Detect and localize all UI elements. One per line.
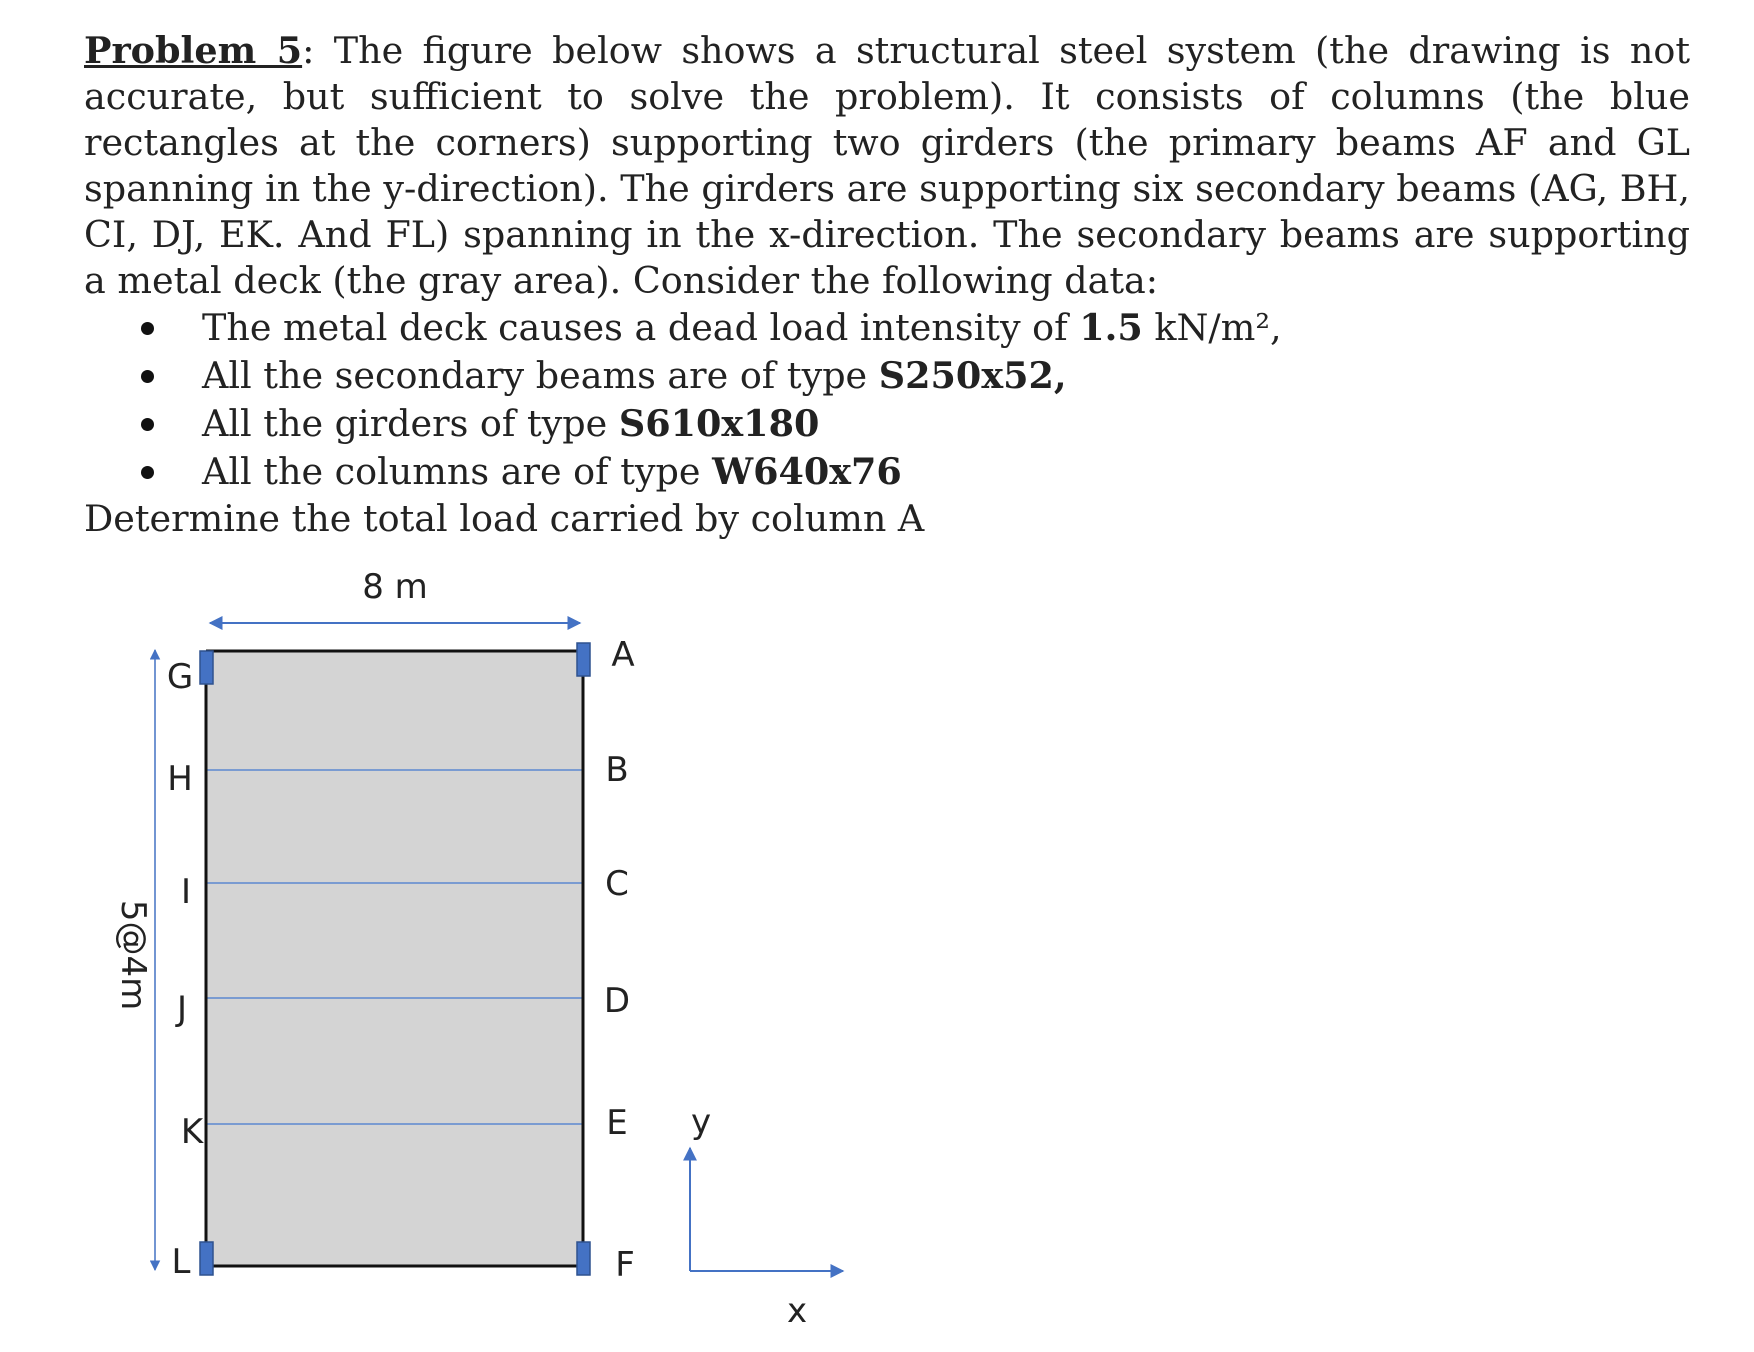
spacing-label: 5@4m: [113, 899, 153, 1011]
data-item-secondary-beams: All the secondary beams are of type S250x52,: [84, 352, 1690, 400]
label-l: L: [171, 1242, 191, 1282]
column-g: [200, 651, 213, 684]
data-item-deck-load: The metal deck causes a dead load intensity of 1.5 kN/m²,: [84, 304, 1690, 352]
column-l: [200, 1242, 213, 1275]
x-axis-label: x: [786, 1291, 808, 1331]
column-a: [577, 643, 590, 676]
label-c: C: [605, 864, 629, 904]
problem-question: Determine the total load carried by column A: [84, 497, 925, 540]
label-b: B: [605, 750, 629, 790]
label-f: F: [615, 1245, 635, 1285]
problem-title: Problem 5: [84, 29, 303, 72]
label-d: D: [603, 981, 631, 1021]
y-axis-label: y: [690, 1102, 712, 1142]
metal-deck: [206, 652, 583, 1266]
width-label: 8 m: [362, 567, 428, 607]
label-k: K: [180, 1112, 204, 1152]
label-g: G: [166, 657, 194, 697]
label-j: J: [176, 989, 188, 1029]
label-e: E: [606, 1103, 628, 1143]
column-f: [577, 1242, 590, 1275]
data-item-girders: All the girders of type S610x180: [84, 400, 1690, 448]
label-a: A: [611, 635, 635, 675]
problem-intro: : The figure below shows a structural steel system (the drawing is not accurate, but sufficient to solve the problem). It consists of columns (the blue rectangles at the corners) supporting two girders (the primary beams AF and GL spanning in the y-direction). The girders are supporting six secondary beams (AG, BH, CI, DJ, EK. And FL) spanning in the x-direction. The secondary beams are supporting a metal deck (the gray area). Consider the following data:: [84, 29, 1690, 302]
label-i: I: [180, 872, 192, 912]
data-item-columns: All the columns are of type W640x76: [84, 448, 1690, 496]
label-h: H: [167, 759, 193, 799]
